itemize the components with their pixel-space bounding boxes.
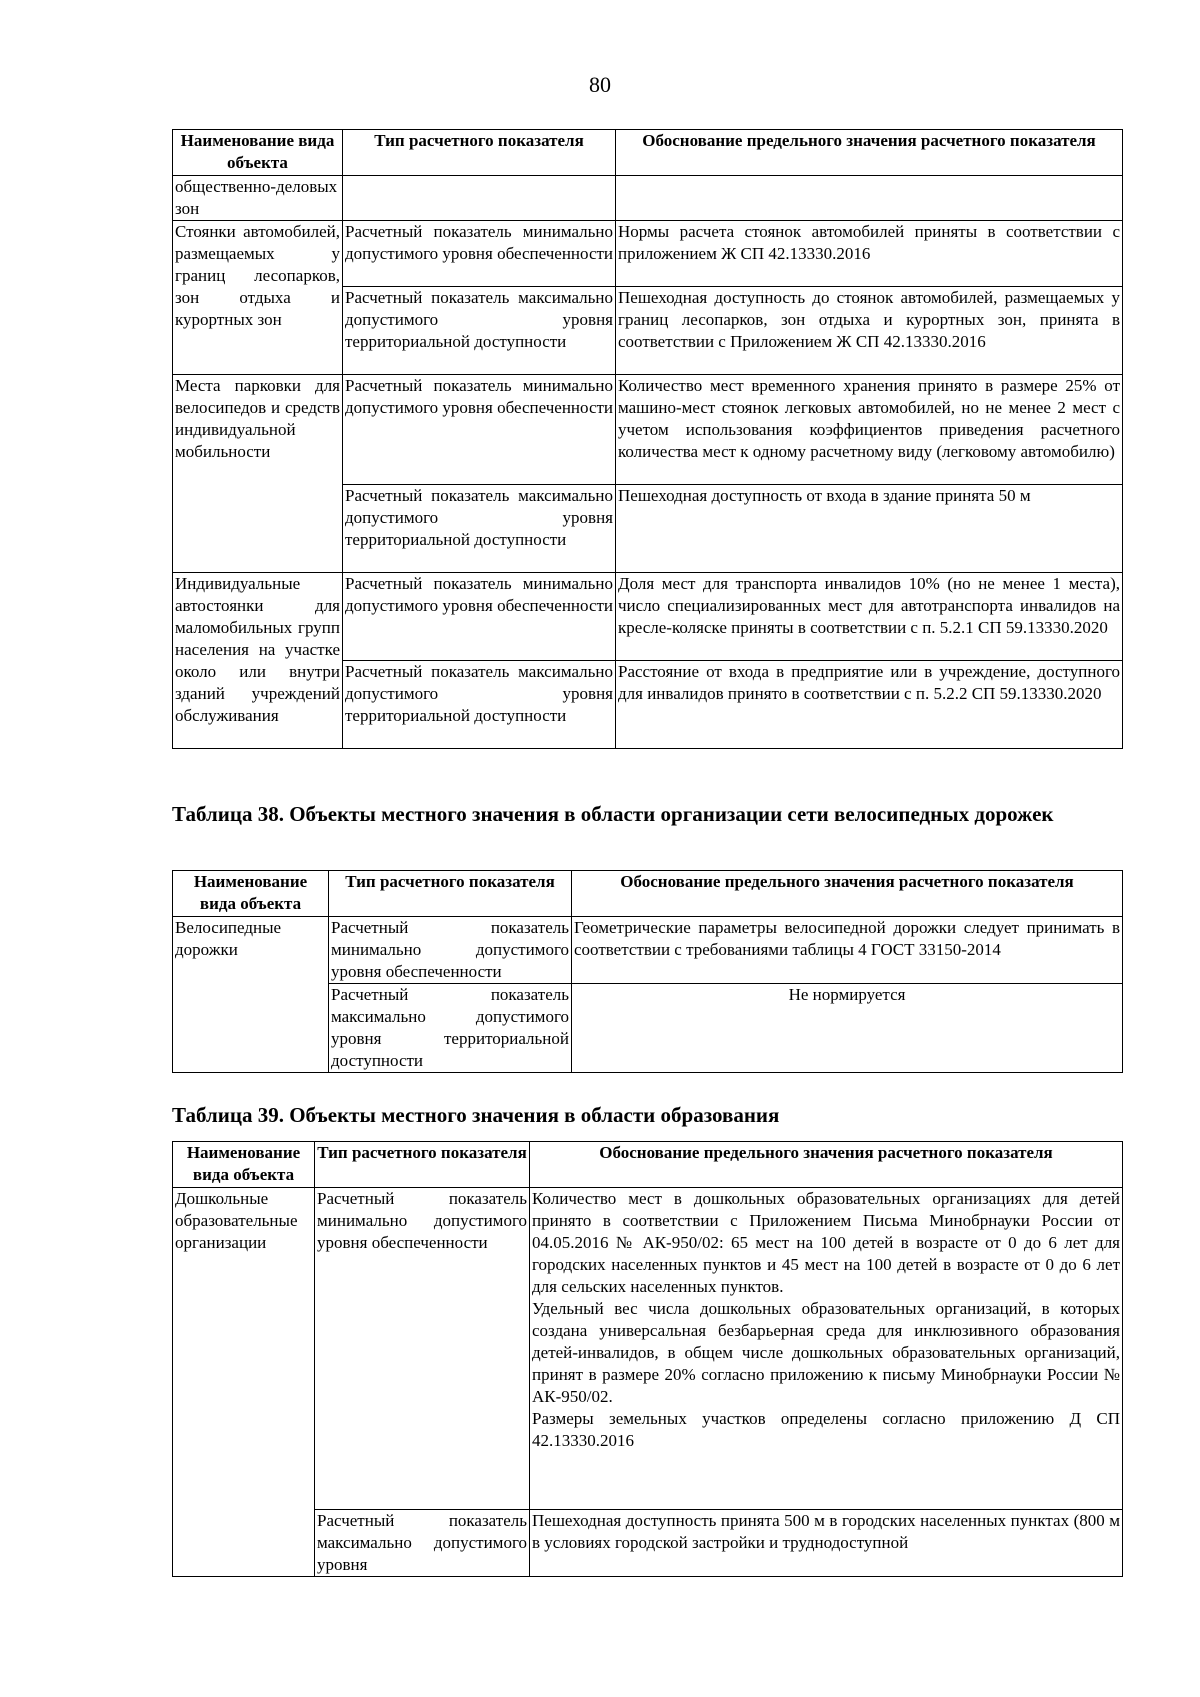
- header-object-type: Наименование вида объекта: [173, 871, 329, 917]
- cell-object: Дошкольные образовательные организации: [173, 1188, 315, 1577]
- cell-indicator: [343, 176, 616, 221]
- cell-object: общественно-деловых зон: [173, 176, 343, 221]
- table-continuation: [172, 129, 1123, 749]
- header-justification: Обоснование предельного значения расчетного показателя: [530, 1142, 1123, 1188]
- cell-indicator: Расчетный показатель максимально допустимого уровня территориальной доступности: [343, 661, 616, 749]
- table-38: [172, 870, 1123, 1073]
- cell-justification: Геометрические параметры велосипедной дорожки следует принимать в соответствии с требованиями таблицы 4 ГОСТ 33150-2014: [572, 917, 1123, 984]
- cell-object: Места парковки для велосипедов и средств индивидуальной мобильности: [173, 375, 343, 573]
- header-indicator-type: Тип расчетного показателя: [343, 130, 616, 176]
- cell-indicator: Расчетный показатель минимально допустимого уровня обеспеченности: [329, 917, 572, 984]
- cell-indicator: Расчетный показатель минимально допустимого уровня обеспеченности: [343, 573, 616, 661]
- cell-indicator: Расчетный показатель максимально допустимого уровня территориальной доступности: [343, 485, 616, 573]
- header-object-type: Наименование вида объекта: [173, 130, 343, 176]
- table-row: [173, 176, 1123, 221]
- table38-caption: Таблица 38. Объекты местного значения в области организации сети велосипедных дорожек: [172, 802, 1054, 826]
- cell-justification: [530, 1188, 1123, 1510]
- cell-object: Велосипедные дорожки: [173, 917, 329, 1073]
- page-number: 80: [589, 72, 611, 97]
- table-header-row: [173, 871, 1123, 917]
- cell-indicator: Расчетный показатель максимально допустимого уровня территориальной доступности: [343, 287, 616, 375]
- header-justification: Обоснование предельного значения расчетного показателя: [616, 130, 1123, 176]
- cell-justification: Нормы расчета стоянок автомобилей приняты в соответствии с приложением Ж СП 42.13330.2016: [616, 221, 1123, 287]
- cell-justification: Не нормируется: [572, 984, 1123, 1073]
- table-row: [173, 1188, 1123, 1510]
- cell-indicator: Расчетный показатель минимально допустимого уровня обеспеченности: [343, 375, 616, 485]
- header-object-type: Наименование вида объекта: [173, 1142, 315, 1188]
- justification-paragraph: Количество мест в дошкольных образовательных организациях для детей принято в соответствии с Приложением Письма Минобрнауки России от 04.05.2016 № АК-950/02: 65 мест на 100 детей в возрасте от 0 до 6 лет для городских населенных пунктов и 45 мест на 100 детей в возрасте от 0 до 6 лет для сельских населенных пунктов.: [532, 1189, 1120, 1296]
- cell-justification: Расстояние от входа в предприятие или в учреждение, доступного для инвалидов принято в соответствии с п. 5.2.2 СП 59.13330.2020: [616, 661, 1123, 749]
- table-row: [173, 221, 1123, 287]
- cell-indicator: Расчетный показатель максимально допустимого уровня территориальной доступности: [329, 984, 572, 1073]
- header-indicator-type: Тип расчетного показателя: [315, 1142, 530, 1188]
- justification-paragraph: Размеры земельных участков определены согласно приложению Д СП 42.13330.2016: [532, 1409, 1120, 1450]
- cell-justification: Доля мест для транспорта инвалидов 10% (но не менее 1 места), число специализированных мест для автотранспорта инвалидов на кресле-коляске приняты в соответствии с п. 5.2.1 СП 59.13330.2020: [616, 573, 1123, 661]
- table-row: [173, 573, 1123, 661]
- cell-object: Стоянки автомобилей, размещаемых у границ лесопарков, зон отдыха и курортных зон: [173, 221, 343, 375]
- cell-justification: Пешеходная доступность принята 500 м в городских населенных пунктах (800 м в условиях городской застройки и труднодоступной: [530, 1510, 1123, 1577]
- cell-justification: Пешеходная доступность до стоянок автомобилей, размещаемых у границ лесопарков, зон отдыха и курортных зон, принята в соответствии с Приложением Ж СП 42.13330.2016: [616, 287, 1123, 375]
- table-39: [172, 1141, 1123, 1577]
- table-header-row: [173, 130, 1123, 176]
- cell-justification: Пешеходная доступность от входа в здание принята 50 м: [616, 485, 1123, 573]
- cell-indicator: Расчетный показатель минимально допустимого уровня обеспеченности: [343, 221, 616, 287]
- table-row: [173, 917, 1123, 984]
- table-row: [173, 1510, 1123, 1577]
- cell-justification: Количество мест временного хранения принято в размере 25% от машино-мест стоянок легковых автомобилей, но не менее 2 мест с учетом использования коэффициентов приведения расчетного количества мест к одному расчетному виду (легковому автомобилю): [616, 375, 1123, 485]
- header-justification: Обоснование предельного значения расчетного показателя: [572, 871, 1123, 917]
- table-row: [173, 375, 1123, 485]
- table-header-row: [173, 1142, 1123, 1188]
- cell-justification: [616, 176, 1123, 221]
- cell-indicator: Расчетный показатель максимально допустимого уровня: [315, 1510, 530, 1577]
- header-indicator-type: Тип расчетного показателя: [329, 871, 572, 917]
- cell-indicator: Расчетный показатель минимально допустимого уровня обеспеченности: [315, 1188, 530, 1510]
- cell-object: Индивидуальные автостоянки для маломобильных групп населения на участке около или внутри зданий учреждений обслуживания: [173, 573, 343, 749]
- justification-paragraph: Удельный вес числа дошкольных образовательных организаций, в которых создана универсальная безбарьерная среда для инклюзивного образования детей-инвалидов, в общем числе дошкольных образовательных организаций, принят в размере 20% согласно приложению к письму Минобрнауки России № АК-950/02.: [532, 1299, 1120, 1406]
- table39-caption: Таблица 39. Объекты местного значения в области образования: [172, 1103, 780, 1127]
